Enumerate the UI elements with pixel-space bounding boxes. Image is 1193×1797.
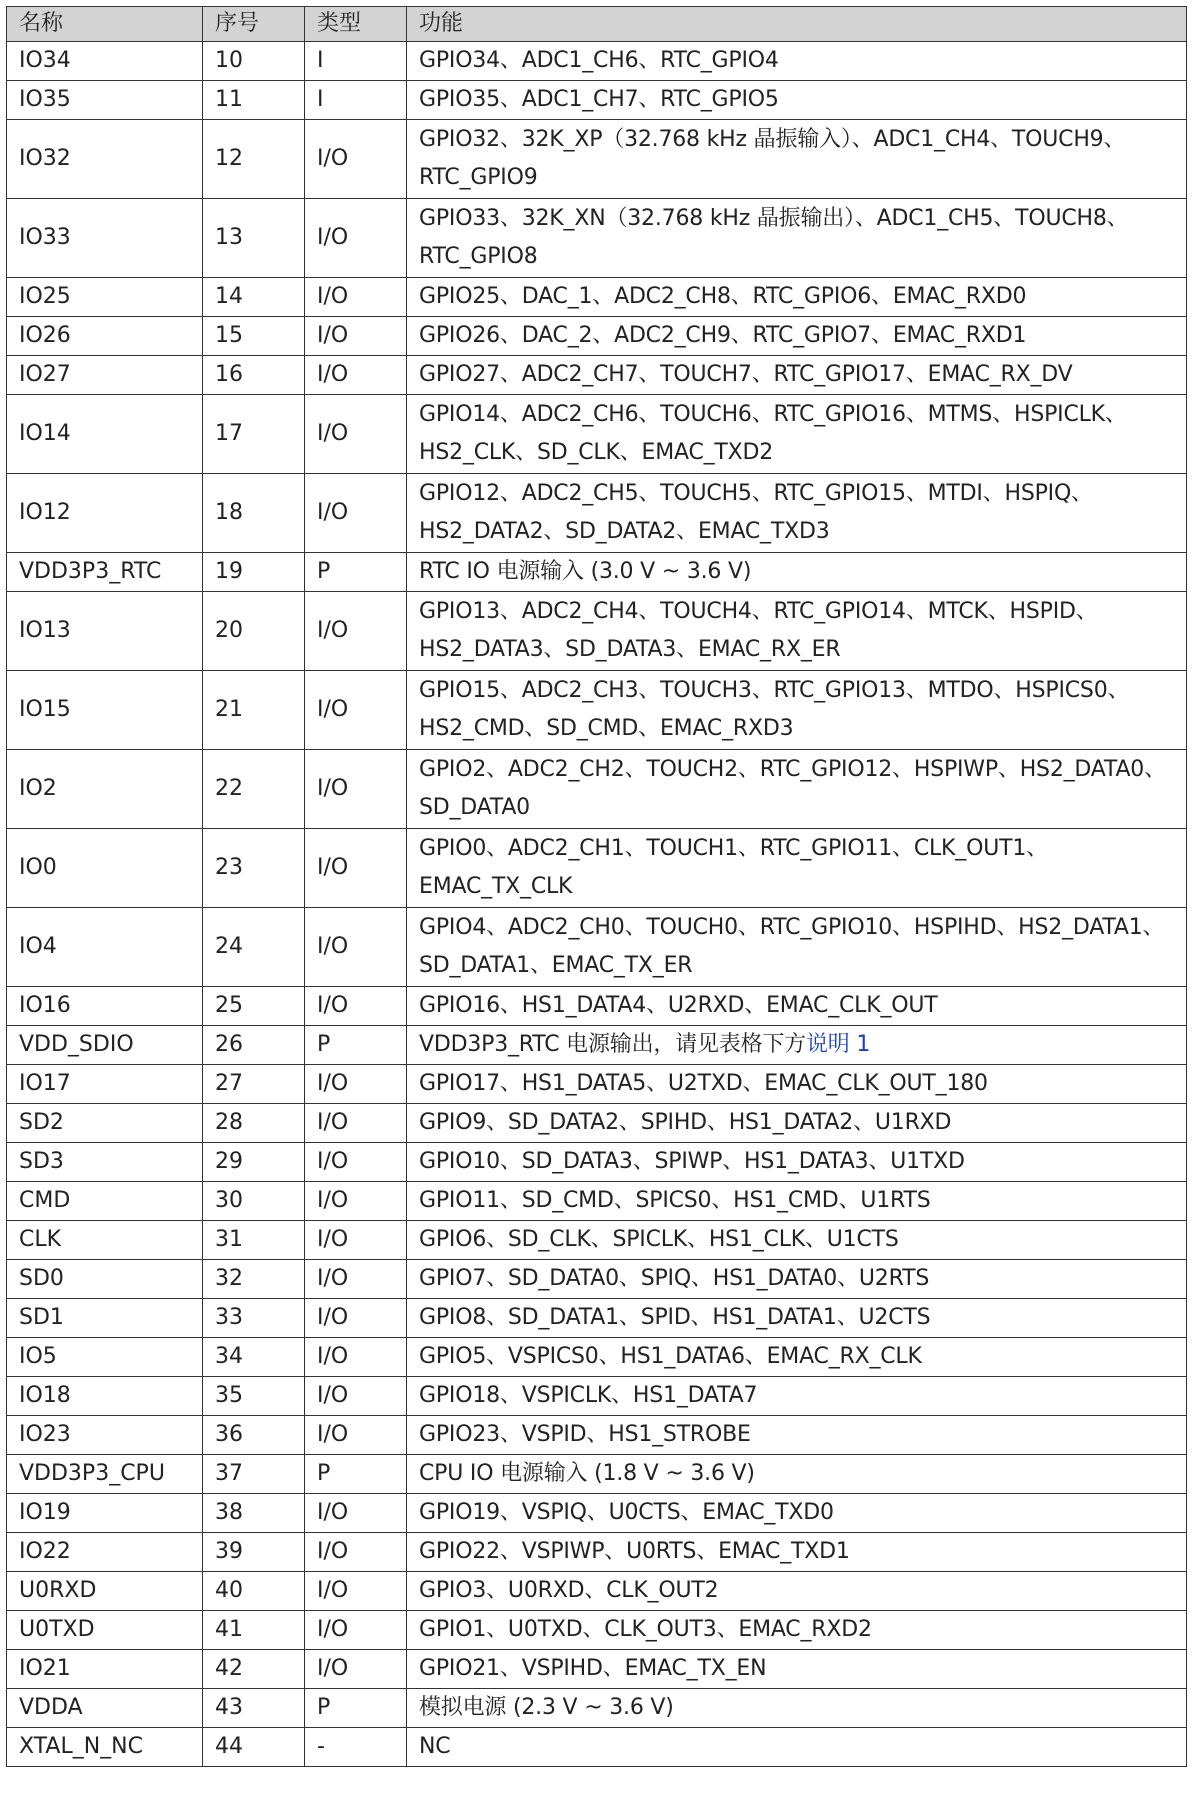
table-row — [7, 1104, 1187, 1143]
pin-number-cell: 40 — [203, 1572, 305, 1611]
pin-function-text: GPIO0、ADC2_CH1、TOUCH1、RTC_GPIO11、CLK_OUT1、EMAC_TX_CLK — [419, 836, 1048, 899]
pin-type-cell: I/O — [305, 1650, 407, 1689]
pin-function-cell — [407, 829, 1187, 908]
pin-function-cell — [407, 42, 1187, 81]
pin-function-text: GPIO8、SD_DATA1、SPID、HS1_DATA1、U2CTS — [419, 1305, 931, 1330]
pin-number-cell: 17 — [203, 395, 305, 474]
pin-function-text: GPIO5、VSPICS0、HS1_DATA6、EMAC_RX_CLK — [419, 1344, 922, 1369]
table-row — [7, 1611, 1187, 1650]
pin-name-cell: IO2 — [7, 750, 203, 829]
table-row — [7, 750, 1187, 829]
pin-function-cell — [407, 987, 1187, 1026]
pin-function-cell — [407, 1182, 1187, 1221]
pin-function-cell — [407, 1338, 1187, 1377]
pin-name-cell: U0TXD — [7, 1611, 203, 1650]
table-row — [7, 592, 1187, 671]
table-row — [7, 199, 1187, 278]
pin-function-cell — [407, 199, 1187, 278]
pin-function-cell — [407, 317, 1187, 356]
pin-function-cell — [407, 1416, 1187, 1455]
pin-type-cell: I — [305, 42, 407, 81]
pin-type-cell: I — [305, 81, 407, 120]
pin-name-cell: VDDA — [7, 1689, 203, 1728]
pin-type-cell: P — [305, 1455, 407, 1494]
pin-function-text: GPIO25、DAC_1、ADC2_CH8、RTC_GPIO6、EMAC_RXD0 — [419, 284, 1027, 309]
pin-function-cell — [407, 1026, 1187, 1065]
pin-name-cell: VDD3P3_CPU — [7, 1455, 203, 1494]
pin-function-text: GPIO9、SD_DATA2、SPIHD、HS1_DATA2、U1RXD — [419, 1110, 952, 1135]
pin-function-cell — [407, 1299, 1187, 1338]
pin-number-cell: 26 — [203, 1026, 305, 1065]
pin-type-cell: P — [305, 553, 407, 592]
pin-function-cell — [407, 1572, 1187, 1611]
pin-number-cell: 36 — [203, 1416, 305, 1455]
pin-type-cell: - — [305, 1728, 407, 1767]
pin-name-cell: CMD — [7, 1182, 203, 1221]
pin-function-cell — [407, 1611, 1187, 1650]
pin-type-cell: P — [305, 1026, 407, 1065]
pin-type-cell: I/O — [305, 1611, 407, 1650]
pin-type-cell: I/O — [305, 1260, 407, 1299]
note-link[interactable]: 说明 1 — [805, 1032, 871, 1057]
pin-function-text: CPU IO 电源输入 (1.8 V ~ 3.6 V) — [419, 1461, 755, 1486]
pin-function-text: GPIO34、ADC1_CH6、RTC_GPIO4 — [419, 48, 779, 73]
table-row — [7, 553, 1187, 592]
pin-name-cell: IO23 — [7, 1416, 203, 1455]
pin-name-cell: IO4 — [7, 908, 203, 987]
pin-function-cell — [407, 1221, 1187, 1260]
pin-name-cell: IO25 — [7, 278, 203, 317]
table-row — [7, 1416, 1187, 1455]
table-row — [7, 1182, 1187, 1221]
table-row — [7, 1338, 1187, 1377]
pin-function-cell — [407, 553, 1187, 592]
pin-function-text: GPIO18、VSPICLK、HS1_DATA7 — [419, 1383, 758, 1408]
header-number: 序号 — [203, 7, 305, 42]
pin-function-text: GPIO27、ADC2_CH7、TOUCH7、RTC_GPIO17、EMAC_RX_DV — [419, 362, 1073, 387]
pin-type-cell: I/O — [305, 1416, 407, 1455]
pin-name-cell: IO17 — [7, 1065, 203, 1104]
pin-type-cell: I/O — [305, 120, 407, 199]
pin-number-cell: 19 — [203, 553, 305, 592]
table-header-row — [7, 7, 1187, 42]
pin-function-text: GPIO13、ADC2_CH4、TOUCH4、RTC_GPIO14、MTCK、HSPID、HS2_DATA3、SD_DATA3、EMAC_RX_ER — [419, 599, 1098, 662]
pin-number-cell: 42 — [203, 1650, 305, 1689]
pin-number-cell: 27 — [203, 1065, 305, 1104]
table-row — [7, 1689, 1187, 1728]
pin-function-cell — [407, 671, 1187, 750]
pin-number-cell: 44 — [203, 1728, 305, 1767]
table-row — [7, 671, 1187, 750]
pin-type-cell: I/O — [305, 1182, 407, 1221]
pin-function-cell — [407, 474, 1187, 553]
pin-name-cell: IO0 — [7, 829, 203, 908]
pin-number-cell: 16 — [203, 356, 305, 395]
pin-function-text: GPIO17、HS1_DATA5、U2TXD、EMAC_CLK_OUT_180 — [419, 1071, 988, 1096]
pin-number-cell: 23 — [203, 829, 305, 908]
pin-type-cell: I/O — [305, 750, 407, 829]
pin-type-cell: I/O — [305, 1104, 407, 1143]
pin-name-cell: IO13 — [7, 592, 203, 671]
pin-function-cell — [407, 750, 1187, 829]
pin-type-cell: I/O — [305, 1377, 407, 1416]
pin-number-cell: 32 — [203, 1260, 305, 1299]
table-row — [7, 829, 1187, 908]
pin-function-cell — [407, 278, 1187, 317]
pin-function-cell — [407, 120, 1187, 199]
pin-type-cell: I/O — [305, 1143, 407, 1182]
pin-function-cell — [407, 592, 1187, 671]
pin-name-cell: IO33 — [7, 199, 203, 278]
pin-name-cell: IO26 — [7, 317, 203, 356]
table-row — [7, 1455, 1187, 1494]
pin-definition-table — [6, 6, 1187, 1767]
pin-type-cell: I/O — [305, 199, 407, 278]
table-row — [7, 1299, 1187, 1338]
pin-name-cell: SD2 — [7, 1104, 203, 1143]
pin-name-cell: VDD3P3_RTC — [7, 553, 203, 592]
pin-function-cell — [407, 1260, 1187, 1299]
pin-name-cell: IO27 — [7, 356, 203, 395]
table-row — [7, 120, 1187, 199]
pin-function-text: RTC IO 电源输入 (3.0 V ~ 3.6 V) — [419, 559, 752, 584]
pin-name-cell: IO18 — [7, 1377, 203, 1416]
header-type: 类型 — [305, 7, 407, 42]
pin-function-text: GPIO4、ADC2_CH0、TOUCH0、RTC_GPIO10、HSPIHD、HS2_DATA1、SD_DATA1、EMAC_TX_ER — [419, 915, 1165, 978]
pin-name-cell: U0RXD — [7, 1572, 203, 1611]
table-row — [7, 987, 1187, 1026]
pin-function-cell — [407, 908, 1187, 987]
pin-name-cell: SD0 — [7, 1260, 203, 1299]
pin-type-cell: I/O — [305, 1533, 407, 1572]
pin-function-text: GPIO26、DAC_2、ADC2_CH9、RTC_GPIO7、EMAC_RXD1 — [419, 323, 1027, 348]
table-row — [7, 317, 1187, 356]
pin-number-cell: 34 — [203, 1338, 305, 1377]
pin-type-cell: I/O — [305, 908, 407, 987]
pin-type-cell: I/O — [305, 474, 407, 553]
table-row — [7, 1650, 1187, 1689]
pin-function-cell — [407, 1533, 1187, 1572]
table-row — [7, 395, 1187, 474]
pin-function-cell — [407, 395, 1187, 474]
pin-name-cell: IO35 — [7, 81, 203, 120]
pin-function-text: GPIO7、SD_DATA0、SPIQ、HS1_DATA0、U2RTS — [419, 1266, 930, 1291]
table-row — [7, 908, 1187, 987]
pin-function-text: GPIO14、ADC2_CH6、TOUCH6、RTC_GPIO16、MTMS、HSPICLK、HS2_CLK、SD_CLK、EMAC_TXD2 — [419, 402, 1127, 465]
pin-name-cell: VDD_SDIO — [7, 1026, 203, 1065]
pin-function-cell — [407, 1065, 1187, 1104]
pin-number-cell: 13 — [203, 199, 305, 278]
pin-type-cell: I/O — [305, 1065, 407, 1104]
table-body — [7, 42, 1187, 1767]
header-name: 名称 — [7, 7, 203, 42]
pin-function-text: GPIO11、SD_CMD、SPICS0、HS1_CMD、U1RTS — [419, 1188, 931, 1213]
pin-type-cell: I/O — [305, 592, 407, 671]
pin-name-cell: IO15 — [7, 671, 203, 750]
pin-function-text: NC — [419, 1734, 451, 1759]
pin-name-cell: XTAL_N_NC — [7, 1728, 203, 1767]
pin-number-cell: 24 — [203, 908, 305, 987]
pin-name-cell: IO16 — [7, 987, 203, 1026]
pin-name-cell: IO32 — [7, 120, 203, 199]
pin-function-text: GPIO1、U0TXD、CLK_OUT3、EMAC_RXD2 — [419, 1617, 872, 1642]
table-row — [7, 1026, 1187, 1065]
table-row — [7, 1494, 1187, 1533]
pin-number-cell: 31 — [203, 1221, 305, 1260]
pin-name-cell: IO34 — [7, 42, 203, 81]
pin-number-cell: 35 — [203, 1377, 305, 1416]
pin-number-cell: 15 — [203, 317, 305, 356]
pin-function-text: VDD3P3_RTC 电源输出，请见表格下方 — [419, 1032, 806, 1057]
pin-number-cell: 39 — [203, 1533, 305, 1572]
table-row — [7, 474, 1187, 553]
pin-number-cell: 20 — [203, 592, 305, 671]
pin-function-text: GPIO22、VSPIWP、U0RTS、EMAC_TXD1 — [419, 1539, 850, 1564]
pin-name-cell: IO5 — [7, 1338, 203, 1377]
pin-type-cell: I/O — [305, 278, 407, 317]
pin-function-text: GPIO32、32K_XP（32.768 kHz 晶振输入）、ADC1_CH4、TOUCH9、RTC_GPIO9 — [419, 127, 1126, 190]
pin-name-cell: IO19 — [7, 1494, 203, 1533]
pin-type-cell: I/O — [305, 356, 407, 395]
pin-number-cell: 37 — [203, 1455, 305, 1494]
pin-function-cell — [407, 1689, 1187, 1728]
pin-type-cell: I/O — [305, 1338, 407, 1377]
pin-function-cell — [407, 1494, 1187, 1533]
pin-type-cell: I/O — [305, 1299, 407, 1338]
pin-function-cell — [407, 1728, 1187, 1767]
table-row — [7, 1728, 1187, 1767]
table-row — [7, 1533, 1187, 1572]
pin-function-text: GPIO2、ADC2_CH2、TOUCH2、RTC_GPIO12、HSPIWP、HS2_DATA0、SD_DATA0 — [419, 757, 1166, 820]
pin-name-cell: IO21 — [7, 1650, 203, 1689]
table-row — [7, 81, 1187, 120]
pin-number-cell: 12 — [203, 120, 305, 199]
pin-number-cell: 18 — [203, 474, 305, 553]
pin-number-cell: 10 — [203, 42, 305, 81]
table-row — [7, 1260, 1187, 1299]
pin-number-cell: 25 — [203, 987, 305, 1026]
pin-type-cell: I/O — [305, 1221, 407, 1260]
pin-type-cell: P — [305, 1689, 407, 1728]
pin-function-text: GPIO15、ADC2_CH3、TOUCH3、RTC_GPIO13、MTDO、HSPICS0、HS2_CMD、SD_CMD、EMAC_RXD3 — [419, 678, 1130, 741]
pin-type-cell: I/O — [305, 1494, 407, 1533]
pin-function-cell — [407, 1104, 1187, 1143]
pin-number-cell: 22 — [203, 750, 305, 829]
pin-name-cell: CLK — [7, 1221, 203, 1260]
pin-type-cell: I/O — [305, 829, 407, 908]
pin-function-text: GPIO21、VSPIHD、EMAC_TX_EN — [419, 1656, 767, 1681]
pin-number-cell: 11 — [203, 81, 305, 120]
pin-function-text: GPIO16、HS1_DATA4、U2RXD、EMAC_CLK_OUT — [419, 993, 938, 1018]
table-row — [7, 1143, 1187, 1182]
pin-number-cell: 41 — [203, 1611, 305, 1650]
pin-number-cell: 29 — [203, 1143, 305, 1182]
pin-type-cell: I/O — [305, 317, 407, 356]
pin-name-cell: SD3 — [7, 1143, 203, 1182]
table-row — [7, 42, 1187, 81]
pin-function-cell — [407, 356, 1187, 395]
pin-type-cell: I/O — [305, 1572, 407, 1611]
pin-number-cell: 28 — [203, 1104, 305, 1143]
pin-name-cell: IO12 — [7, 474, 203, 553]
table-row — [7, 1572, 1187, 1611]
pin-type-cell: I/O — [305, 987, 407, 1026]
pin-function-cell — [407, 81, 1187, 120]
pin-function-cell — [407, 1650, 1187, 1689]
pin-function-text: GPIO12、ADC2_CH5、TOUCH5、RTC_GPIO15、MTDI、HSPIQ、HS2_DATA2、SD_DATA2、EMAC_TXD3 — [419, 481, 1093, 544]
table-row — [7, 1221, 1187, 1260]
pin-function-text: GPIO33、32K_XN（32.768 kHz 晶振输出）、ADC1_CH5、TOUCH8、RTC_GPIO8 — [419, 206, 1129, 269]
pin-number-cell: 33 — [203, 1299, 305, 1338]
table-row — [7, 1065, 1187, 1104]
pin-function-cell — [407, 1455, 1187, 1494]
pin-number-cell: 21 — [203, 671, 305, 750]
pin-type-cell: I/O — [305, 395, 407, 474]
pin-function-text: GPIO35、ADC1_CH7、RTC_GPIO5 — [419, 87, 779, 112]
pin-function-text: GPIO3、U0RXD、CLK_OUT2 — [419, 1578, 719, 1603]
pin-number-cell: 14 — [203, 278, 305, 317]
pin-number-cell: 30 — [203, 1182, 305, 1221]
pin-function-cell — [407, 1377, 1187, 1416]
pin-number-cell: 43 — [203, 1689, 305, 1728]
pin-name-cell: SD1 — [7, 1299, 203, 1338]
table-row — [7, 1377, 1187, 1416]
table-row — [7, 356, 1187, 395]
pin-function-text: GPIO19、VSPIQ、U0CTS、EMAC_TXD0 — [419, 1500, 834, 1525]
pin-function-text: GPIO23、VSPID、HS1_STROBE — [419, 1422, 751, 1447]
pin-function-cell — [407, 1143, 1187, 1182]
pin-type-cell: I/O — [305, 671, 407, 750]
pin-function-text: GPIO6、SD_CLK、SPICLK、HS1_CLK、U1CTS — [419, 1227, 899, 1252]
pin-function-text: 模拟电源 (2.3 V ~ 3.6 V) — [419, 1695, 674, 1720]
header-function: 功能 — [407, 7, 1187, 42]
pin-name-cell: IO14 — [7, 395, 203, 474]
pin-function-text: GPIO10、SD_DATA3、SPIWP、HS1_DATA3、U1TXD — [419, 1149, 965, 1174]
pin-name-cell: IO22 — [7, 1533, 203, 1572]
pin-number-cell: 38 — [203, 1494, 305, 1533]
table-row — [7, 278, 1187, 317]
